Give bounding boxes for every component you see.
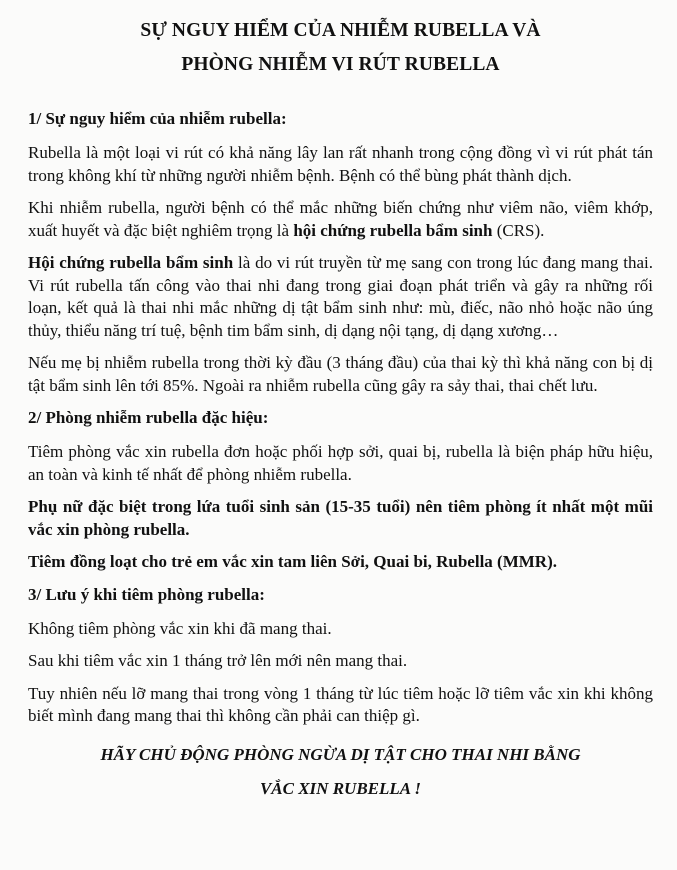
section-1-paragraph-4: Nếu mẹ bị nhiễm rubella trong thời kỳ đầu (3 tháng đầu) của thai kỳ thì khả năng con bị dị tật bẩm sinh lên tới 85%. Ngoài ra nhiễm rubella cũng gây ra sảy thai, thai chết lưu.	[28, 353, 653, 395]
section-1-paragraph-2	[28, 197, 653, 242]
closing-slogan	[28, 738, 653, 806]
paragraph-text: Khi nhiễm rubella, người bệnh có thể mắc những biến chứng như viêm não, viêm khớp, xuất huyết và đặc biệt nghiêm trọng là	[28, 198, 653, 240]
section-2-paragraph-2: Phụ nữ đặc biệt trong lứa tuổi sinh sản (15-35 tuổi) nên tiêm phòng ít nhất một mũi vắc xin phòng rubella.	[28, 497, 653, 539]
section-3-paragraph-2: Sau khi tiêm vắc xin 1 tháng trở lên mới nên mang thai.	[28, 651, 408, 670]
section-2-paragraph-1: Tiêm phòng vắc xin rubella đơn hoặc phối hợp sởi, quai bị, rubella là biện pháp hữu hiệu, an toàn và kinh tế nhất để phòng nhiễm rubella.	[28, 442, 653, 484]
paragraph-text: là do vi rút truyền từ mẹ sang con trong lúc đang mang thai. Vi rút rubella tấn công vào thai nhi đang trong giai đoạn phát triển và gây ra những rối loạn, kết quả là thai nhi mắc những dị tật bẩm sinh như: mù, điếc, não nhỏ hoặc não úng thủy, thiểu năng trí tuệ, bệnh tim bẩm sinh, dị dạng nội tạng, dị dạng xương…	[28, 253, 653, 340]
title-line-1: SỰ NGUY HIỂM CỦA NHIỄM RUBELLA VÀ	[140, 20, 541, 41]
section-2-heading: 2/ Phòng nhiễm rubella đặc hiệu:	[28, 408, 269, 427]
section-1-paragraph-1: Rubella là một loại vi rút có khả năng lây lan rất nhanh trong cộng đồng vì vi rút phát tán trong không khí từ những người nhiễm bệnh. Bệnh có thể bùng phát thành dịch.	[28, 143, 653, 185]
document-title	[28, 14, 653, 82]
section-3-paragraph-1: Không tiêm phòng vắc xin khi đã mang thai.	[28, 618, 332, 638]
slogan-line-1: HÃY CHỦ ĐỘNG PHÒNG NGỪA DỊ TẬT CHO THAI NHI BẰNG	[100, 744, 581, 764]
crs-term-lead: Hội chứng rubella bẩm sinh	[28, 253, 234, 272]
slogan-line-2: VẮC XIN RUBELLA !	[259, 778, 422, 798]
crs-term: hội chứng rubella bẩm sinh	[293, 220, 493, 240]
section-1-paragraph-3	[28, 252, 653, 342]
section-1-heading: 1/ Sự nguy hiểm của nhiễm rubella:	[28, 109, 287, 128]
section-3-heading: 3/ Lưu ý khi tiêm phòng rubella:	[28, 584, 265, 604]
section-3-paragraph-3: Tuy nhiên nếu lỡ mang thai trong vòng 1 tháng từ lúc tiêm hoặc lỡ tiêm vắc xin khi không biết mình đang mang thai thì không cần phải can thiệp gì.	[28, 683, 653, 725]
section-2-paragraph-3: Tiêm đồng loạt cho trẻ em vắc xin tam liên Sởi, Quai bi, Rubella (MMR).	[28, 552, 557, 571]
paragraph-tail: (CRS).	[492, 220, 545, 240]
title-line-2: PHÒNG NHIỄM VI RÚT RUBELLA	[181, 54, 500, 75]
